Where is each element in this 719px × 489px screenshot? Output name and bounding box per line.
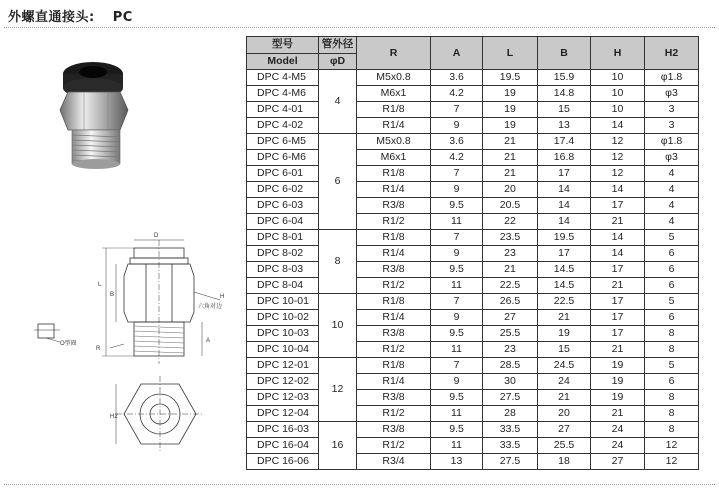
table-row <box>247 182 699 198</box>
cell-b: 14.5 <box>538 278 591 294</box>
cell-h: 14 <box>591 246 645 262</box>
cell-model: DPC 6-04 <box>247 214 319 230</box>
spec-table-body <box>247 70 699 470</box>
table-row <box>247 102 699 118</box>
cell-model: DPC 10-04 <box>247 342 319 358</box>
cell-l: 19 <box>483 118 538 134</box>
cell-b: 14 <box>538 198 591 214</box>
cell-model: DPC 8-02 <box>247 246 319 262</box>
cell-a: 9.5 <box>431 326 483 342</box>
cell-h2: 8 <box>645 326 699 342</box>
cell-h2: φ3 <box>645 86 699 102</box>
cell-r: M5x0.8 <box>357 134 431 150</box>
cell-h2: 5 <box>645 358 699 374</box>
header-h2: H2 <box>645 37 699 70</box>
cell-l: 26.5 <box>483 294 538 310</box>
header-r: R <box>357 37 431 70</box>
cell-model: DPC 12-01 <box>247 358 319 374</box>
cell-b: 22.5 <box>538 294 591 310</box>
table-row <box>247 86 699 102</box>
cell-r: R1/2 <box>357 438 431 454</box>
table-row <box>247 374 699 390</box>
cell-h: 19 <box>591 374 645 390</box>
cell-h: 14 <box>591 230 645 246</box>
table-row <box>247 118 699 134</box>
cell-l: 33.5 <box>483 422 538 438</box>
cell-r: R3/8 <box>357 422 431 438</box>
cell-model: DPC 12-02 <box>247 374 319 390</box>
cell-r: R1/8 <box>357 166 431 182</box>
cell-h: 17 <box>591 198 645 214</box>
cell-a: 7 <box>431 358 483 374</box>
cell-b: 14 <box>538 182 591 198</box>
cell-h: 17 <box>591 310 645 326</box>
cell-model: DPC 6-M5 <box>247 134 319 150</box>
cell-a: 3.6 <box>431 70 483 86</box>
bottom-dotted-divider <box>4 484 715 485</box>
cell-b: 15.9 <box>538 70 591 86</box>
cell-r: M6x1 <box>357 86 431 102</box>
cell-h2: 8 <box>645 342 699 358</box>
table-row <box>247 166 699 182</box>
cell-h2: 4 <box>645 214 699 230</box>
cell-a: 9.5 <box>431 390 483 406</box>
cell-b: 27 <box>538 422 591 438</box>
cell-a: 9 <box>431 310 483 326</box>
page-title <box>8 6 133 25</box>
cell-h2: 8 <box>645 422 699 438</box>
title-code: PC <box>112 10 133 25</box>
label-b: B <box>110 292 115 298</box>
cell-b: 14.8 <box>538 86 591 102</box>
table-row <box>247 198 699 214</box>
cell-l: 27.5 <box>483 454 538 470</box>
table-row <box>247 310 699 326</box>
cell-l: 21 <box>483 166 538 182</box>
cell-r: R1/8 <box>357 294 431 310</box>
cell-h2: 4 <box>645 182 699 198</box>
cell-l: 27.5 <box>483 390 538 406</box>
cell-r: R1/4 <box>357 246 431 262</box>
cell-b: 14 <box>538 214 591 230</box>
table-row <box>247 294 699 310</box>
cell-r: R1/2 <box>357 406 431 422</box>
cell-a: 11 <box>431 406 483 422</box>
cell-h2: 4 <box>645 166 699 182</box>
cell-a: 9 <box>431 246 483 262</box>
cell-h: 12 <box>591 166 645 182</box>
cell-model: DPC 4-02 <box>247 118 319 134</box>
cell-tube-od: 16 <box>319 422 357 470</box>
table-row <box>247 70 699 86</box>
cell-h: 10 <box>591 86 645 102</box>
cell-h2: 8 <box>645 406 699 422</box>
cell-l: 23 <box>483 246 538 262</box>
cell-a: 7 <box>431 230 483 246</box>
top-dotted-divider <box>4 27 715 28</box>
spec-table <box>246 36 699 470</box>
cell-r: R1/8 <box>357 102 431 118</box>
label-h2: H2 <box>110 414 118 420</box>
header-od-cn: 管外径 <box>319 37 357 54</box>
cell-h: 17 <box>591 294 645 310</box>
cell-h2: 8 <box>645 390 699 406</box>
cell-model: DPC 16-04 <box>247 438 319 454</box>
header-model-en: Model <box>247 53 319 70</box>
cell-a: 9 <box>431 374 483 390</box>
cell-model: DPC 8-04 <box>247 278 319 294</box>
cell-l: 22.5 <box>483 278 538 294</box>
cell-h: 17 <box>591 262 645 278</box>
cell-h: 19 <box>591 358 645 374</box>
header-a: A <box>431 37 483 70</box>
cell-l: 23 <box>483 342 538 358</box>
cell-h: 14 <box>591 182 645 198</box>
cell-h2: 12 <box>645 438 699 454</box>
cell-l: 22 <box>483 214 538 230</box>
label-r: R <box>96 346 101 352</box>
cell-a: 7 <box>431 102 483 118</box>
cell-b: 17 <box>538 246 591 262</box>
cell-r: R1/8 <box>357 230 431 246</box>
cell-a: 11 <box>431 438 483 454</box>
header-h: H <box>591 37 645 70</box>
cell-tube-od: 8 <box>319 230 357 294</box>
cell-h: 21 <box>591 214 645 230</box>
cell-a: 11 <box>431 278 483 294</box>
cell-h: 10 <box>591 102 645 118</box>
cell-h: 17 <box>591 326 645 342</box>
cell-model: DPC 6-01 <box>247 166 319 182</box>
cell-tube-od: 4 <box>319 70 357 134</box>
cell-a: 4.2 <box>431 150 483 166</box>
cell-a: 9.5 <box>431 198 483 214</box>
label-l: L <box>98 282 102 288</box>
title-chinese: 外螺直通接头: <box>8 10 95 25</box>
cell-h2: φ3 <box>645 150 699 166</box>
table-row <box>247 390 699 406</box>
cell-r: R3/8 <box>357 198 431 214</box>
cell-b: 21 <box>538 310 591 326</box>
cell-l: 19 <box>483 86 538 102</box>
cell-r: R1/4 <box>357 118 431 134</box>
cell-h2: 5 <box>645 230 699 246</box>
cell-model: DPC 8-01 <box>247 230 319 246</box>
cell-l: 25.5 <box>483 326 538 342</box>
cell-b: 17.4 <box>538 134 591 150</box>
cell-a: 9.5 <box>431 262 483 278</box>
cell-h2: 6 <box>645 310 699 326</box>
table-row <box>247 150 699 166</box>
cell-model: DPC 10-01 <box>247 294 319 310</box>
cell-b: 19.5 <box>538 230 591 246</box>
cell-b: 17 <box>538 166 591 182</box>
cell-h2: 6 <box>645 246 699 262</box>
label-a: A <box>206 338 211 344</box>
cell-l: 28 <box>483 406 538 422</box>
cell-model: DPC 12-03 <box>247 390 319 406</box>
cell-r: R1/2 <box>357 342 431 358</box>
cell-a: 7 <box>431 294 483 310</box>
cell-model: DPC 4-M5 <box>247 70 319 86</box>
cell-l: 23.5 <box>483 230 538 246</box>
cell-model: DPC 8-03 <box>247 262 319 278</box>
cell-r: R3/8 <box>357 262 431 278</box>
cell-h: 24 <box>591 438 645 454</box>
cell-b: 14.5 <box>538 262 591 278</box>
cell-l: 28.5 <box>483 358 538 374</box>
cell-l: 20 <box>483 182 538 198</box>
cell-h2: 6 <box>645 374 699 390</box>
cell-r: R3/8 <box>357 390 431 406</box>
cell-h: 10 <box>591 70 645 86</box>
cell-tube-od: 10 <box>319 294 357 358</box>
cell-b: 16.8 <box>538 150 591 166</box>
table-row <box>247 214 699 230</box>
cell-a: 3.6 <box>431 134 483 150</box>
cell-l: 27 <box>483 310 538 326</box>
side-view-drawing <box>30 226 240 366</box>
cell-l: 19.5 <box>483 70 538 86</box>
cell-r: M5x0.8 <box>357 70 431 86</box>
cell-tube-od: 12 <box>319 358 357 422</box>
cell-h: 21 <box>591 406 645 422</box>
header-model-cn: 型号 <box>247 37 319 54</box>
cell-h: 12 <box>591 134 645 150</box>
cell-h2: 4 <box>645 198 699 214</box>
label-hex: 六角对边 <box>198 304 223 310</box>
cell-h: 19 <box>591 390 645 406</box>
cell-a: 11 <box>431 342 483 358</box>
cell-h: 21 <box>591 278 645 294</box>
cell-model: DPC 4-01 <box>247 102 319 118</box>
cell-l: 19 <box>483 102 538 118</box>
table-row <box>247 134 699 150</box>
cell-b: 13 <box>538 118 591 134</box>
cell-l: 21 <box>483 134 538 150</box>
cell-h2: 5 <box>645 294 699 310</box>
cell-model: DPC 10-02 <box>247 310 319 326</box>
cell-h2: 3 <box>645 102 699 118</box>
table-row <box>247 438 699 454</box>
cell-model: DPC 10-03 <box>247 326 319 342</box>
cell-b: 21 <box>538 390 591 406</box>
cell-h2: φ1.8 <box>645 70 699 86</box>
label-h: H <box>220 294 225 300</box>
top-view-drawing <box>110 374 210 454</box>
cell-h2: 12 <box>645 454 699 470</box>
table-row <box>247 422 699 438</box>
cell-r: R3/4 <box>357 454 431 470</box>
product-photo <box>48 52 158 177</box>
cell-b: 18 <box>538 454 591 470</box>
cell-l: 21 <box>483 262 538 278</box>
label-seal: O型圈 <box>60 341 77 347</box>
cell-a: 9 <box>431 182 483 198</box>
table-row <box>247 406 699 422</box>
cell-model: DPC 12-04 <box>247 406 319 422</box>
cell-b: 15 <box>538 342 591 358</box>
cell-tube-od: 6 <box>319 134 357 230</box>
cell-l: 33.5 <box>483 438 538 454</box>
cell-b: 24 <box>538 374 591 390</box>
cell-l: 21 <box>483 150 538 166</box>
cell-h2: 3 <box>645 118 699 134</box>
table-row <box>247 358 699 374</box>
cell-r: R1/4 <box>357 374 431 390</box>
table-row <box>247 230 699 246</box>
header-od-sym: φD <box>319 53 357 70</box>
header-l: L <box>483 37 538 70</box>
cell-r: R3/8 <box>357 326 431 342</box>
cell-h: 27 <box>591 454 645 470</box>
cell-model: DPC 6-02 <box>247 182 319 198</box>
cell-r: R1/2 <box>357 214 431 230</box>
cell-a: 11 <box>431 214 483 230</box>
cell-r: R1/4 <box>357 310 431 326</box>
cell-a: 4.2 <box>431 86 483 102</box>
cell-b: 24.5 <box>538 358 591 374</box>
table-row <box>247 326 699 342</box>
cell-a: 9.5 <box>431 422 483 438</box>
table-row <box>247 454 699 470</box>
cell-b: 25.5 <box>538 438 591 454</box>
cell-a: 7 <box>431 166 483 182</box>
cell-model: DPC 16-06 <box>247 454 319 470</box>
cell-h: 24 <box>591 422 645 438</box>
cell-a: 9 <box>431 118 483 134</box>
cell-h2: 6 <box>645 278 699 294</box>
cell-l: 30 <box>483 374 538 390</box>
cell-h: 14 <box>591 118 645 134</box>
cell-r: R1/2 <box>357 278 431 294</box>
table-row <box>247 246 699 262</box>
cell-r: M6x1 <box>357 150 431 166</box>
cell-model: DPC 16-03 <box>247 422 319 438</box>
cell-b: 19 <box>538 326 591 342</box>
cell-b: 20 <box>538 406 591 422</box>
table-row <box>247 342 699 358</box>
cell-model: DPC 6-M6 <box>247 150 319 166</box>
cell-h: 12 <box>591 150 645 166</box>
cell-model: DPC 4-M6 <box>247 86 319 102</box>
cell-b: 15 <box>538 102 591 118</box>
table-row <box>247 262 699 278</box>
label-od: D <box>154 233 159 239</box>
cell-r: R1/4 <box>357 182 431 198</box>
cell-model: DPC 6-03 <box>247 198 319 214</box>
header-b: B <box>538 37 591 70</box>
cell-h2: φ1.8 <box>645 134 699 150</box>
cell-h2: 6 <box>645 262 699 278</box>
cell-l: 20.5 <box>483 198 538 214</box>
cell-h: 21 <box>591 342 645 358</box>
table-row <box>247 278 699 294</box>
cell-r: R1/8 <box>357 358 431 374</box>
cell-a: 13 <box>431 454 483 470</box>
